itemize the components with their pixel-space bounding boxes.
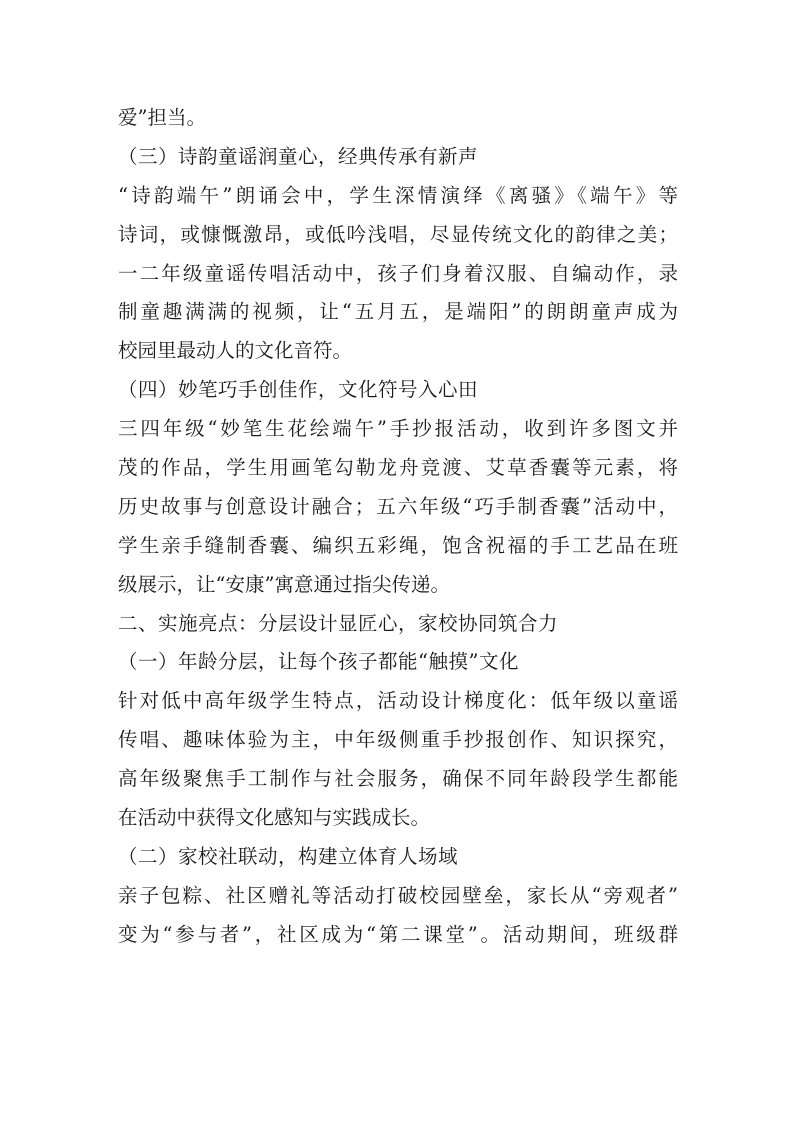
paragraph-line: 变为“参与者”，社区成为“第二课堂”。活动期间，班级群 <box>118 922 678 946</box>
paragraph-line: 三四年级“妙笔生花绘端午”手抄报活动，收到许多图文并 <box>118 417 678 441</box>
section-heading: 二、实施亮点：分层设计显匠心，家校协同筑合力 <box>118 611 559 635</box>
paragraph-line: 学生亲手缝制香囊、编织五彩绳，饱含祝福的手工艺品在班 <box>118 533 678 557</box>
paragraph-line: 制童趣满满的视频，让“五月五，是端阳”的朗朗童声成为 <box>118 300 678 324</box>
paragraph-line: 亲子包粽、社区赠礼等活动打破校园壁垒，家长从“旁观者” <box>118 883 678 907</box>
paragraph-line: 级展示，让“安康”寓意通过指尖传递。 <box>118 572 450 596</box>
section-heading: （二）家校社联动，构建立体育人场域 <box>118 844 459 868</box>
paragraph-line: 校园里最动人的文化音符。 <box>118 339 353 363</box>
section-heading: （三）诗韵童谣润童心，经典传承有新声 <box>118 144 479 168</box>
paragraph-line: 在活动中获得文化感知与实践成长。 <box>118 806 431 830</box>
paragraph-line: 高年级聚焦手工制作与社会服务，确保不同年龄段学生都能 <box>118 767 678 791</box>
paragraph-line: 针对低中高年级学生特点，活动设计梯度化：低年级以童谣 <box>118 689 678 713</box>
body-text <box>118 99 678 955</box>
paragraph-line: 一二年级童谣传唱活动中，孩子们身着汉服、自编动作，录 <box>118 261 678 285</box>
section-heading: （一）年龄分层，让每个孩子都能“触摸”文化 <box>118 650 519 674</box>
paragraph-line: 传唱、趣味体验为主，中年级侧重手抄报创作、知识探究， <box>118 728 678 752</box>
section-heading: （四）妙笔巧手创佳作，文化符号入心田 <box>118 378 479 402</box>
paragraph-line: 茂的作品，学生用画笔勾勒龙舟竞渡、艾草香囊等元素，将 <box>118 456 678 480</box>
paragraph-line: 诗词，或慷慨激昂，或低吟浅唱，尽显传统文化的韵律之美； <box>118 222 678 246</box>
paragraph-line: 历史故事与创意设计融合；五六年级“巧手制香囊”活动中， <box>118 494 678 518</box>
paragraph-line: 爱”担当。 <box>118 106 206 129</box>
paragraph-line: “诗韵端午”朗诵会中，学生深情演绎《离骚》《端午》等 <box>118 183 678 207</box>
